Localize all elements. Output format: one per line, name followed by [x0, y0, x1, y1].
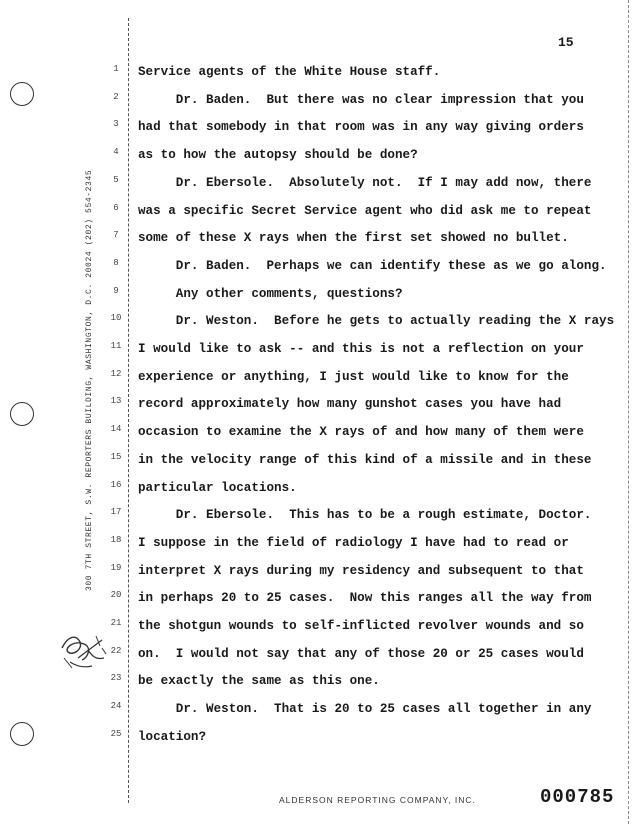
transcript-line [108, 367, 630, 387]
line-number: 11 [110, 341, 122, 351]
line-number: 20 [110, 590, 122, 601]
line-text: the shotgun wounds to self-inflicted revolver wounds and so [138, 619, 584, 633]
line-text: was a specific Secret Service agent who did ask me to repeat [138, 203, 592, 218]
transcript-line [108, 644, 630, 664]
line-text: location? [138, 729, 207, 744]
transcript-line [108, 311, 630, 331]
line-number: 17 [110, 507, 122, 518]
handwritten-initials [58, 628, 110, 674]
line-text: as to how the autopsy should be done? [138, 148, 418, 163]
transcript-line [108, 533, 630, 553]
transcript-line [108, 478, 630, 498]
transcript-line [108, 588, 630, 608]
transcript-line [108, 616, 630, 636]
line-text: on. I would not say that any of those 20 or 25 cases would [138, 646, 584, 661]
line-number: 6 [113, 202, 119, 213]
line-number: 19 [110, 562, 122, 573]
line-text: Dr. Ebersole. This has to be a rough estimate, Doctor. [138, 508, 592, 523]
line-text: Any other comments, questions? [138, 286, 403, 301]
line-text: I would like to ask -- and this is not a reflection on your [138, 342, 584, 356]
reporter-address: 300 7TH STREET, S.W. REPORTERS BUILDING, WASHINGTON, D.C. 20024 (202) 554-2345 [85, 170, 94, 592]
transcript-line [108, 450, 630, 470]
line-number: 12 [110, 368, 122, 379]
line-text: interpret X rays during my residency and subsequent to that [138, 563, 584, 578]
line-text: Dr. Ebersole. Absolutely not. If I may add now, there [138, 175, 592, 190]
transcript-line [108, 284, 630, 304]
line-text: Dr. Weston. That is 20 to 25 cases all together in any [138, 702, 592, 717]
line-number: 18 [110, 534, 122, 545]
transcript-line [108, 422, 630, 442]
line-number: 8 [113, 257, 119, 268]
transcript-line [108, 339, 630, 359]
punch-hole [10, 82, 34, 106]
line-text: experience or anything, I just would like to know for the [138, 369, 569, 384]
reporting-company-footer: ALDERSON REPORTING COMPANY, INC. [279, 795, 476, 805]
line-number: 2 [113, 91, 119, 102]
transcript-line [108, 117, 630, 137]
punch-hole [10, 722, 34, 746]
line-number: 4 [113, 147, 119, 158]
line-text: record approximately how many gunshot cases you have had [138, 397, 562, 412]
transcript-line [108, 256, 630, 276]
line-text: I suppose in the field of radiology I have had to read or [138, 535, 569, 550]
transcript-line [108, 394, 630, 414]
line-number: 3 [113, 119, 119, 130]
line-number: 1 [113, 64, 119, 74]
line-number: 13 [110, 396, 122, 407]
line-number: 15 [110, 451, 122, 462]
line-text: Dr. Baden. Perhaps we can identify these as we go along. [138, 258, 607, 273]
transcript-line [108, 145, 630, 165]
line-number: 5 [113, 174, 119, 185]
transcript-line [108, 699, 630, 719]
transcript-line [108, 62, 630, 82]
transcript-line [108, 671, 630, 691]
line-text: in the velocity range of this kind of a missile and in these [138, 452, 592, 467]
line-number: 23 [110, 673, 122, 684]
line-number: 9 [113, 285, 119, 296]
line-text: Service agents of the White House staff. [138, 65, 441, 79]
transcript-line [108, 201, 630, 221]
line-text: Dr. Weston. Before he gets to actually reading the X rays [138, 314, 615, 329]
transcript-line [108, 228, 630, 248]
line-number: 14 [110, 424, 122, 435]
line-number: 16 [110, 479, 122, 490]
line-number: 21 [110, 618, 122, 628]
line-number: 24 [110, 701, 122, 712]
line-number: 25 [110, 728, 122, 739]
line-text: be exactly the same as this one. [138, 674, 380, 689]
line-text: particular locations. [138, 480, 297, 495]
transcript-line [108, 561, 630, 581]
punch-hole [10, 402, 34, 426]
line-text: Dr. Baden. But there was no clear impression that you [138, 92, 584, 107]
line-number: 7 [113, 230, 119, 241]
transcript-line [108, 727, 630, 747]
line-text: had that somebody in that room was in any way giving orders [138, 120, 584, 135]
document-number: 000785 [540, 786, 615, 808]
line-number: 22 [110, 645, 122, 656]
line-text: in perhaps 20 to 25 cases. Now this ranges all the way from [138, 591, 592, 606]
transcript-line [108, 90, 630, 110]
line-text: occasion to examine the X rays of and how many of them were [138, 425, 584, 440]
transcript-line [108, 173, 630, 193]
line-number: 10 [110, 313, 122, 324]
transcript-line [108, 505, 630, 525]
line-text: some of these X rays when the first set showed no bullet. [138, 231, 569, 246]
page-number: 15 [558, 35, 574, 50]
